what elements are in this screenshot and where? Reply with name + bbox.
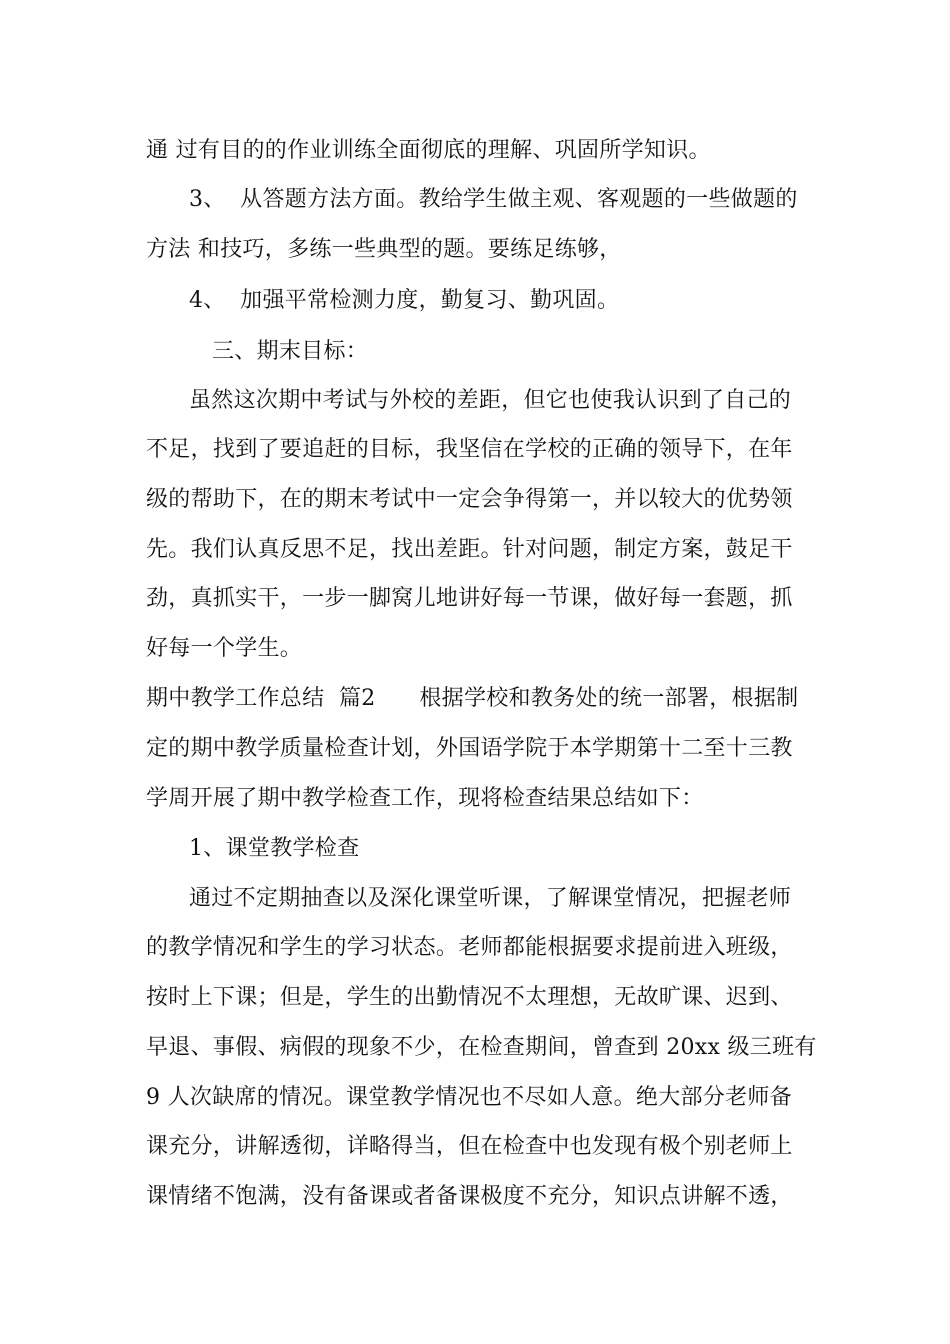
paragraph-line: 方法 和技巧，多练一些典型的题。要练足练够， <box>146 237 622 262</box>
list-item-3: 3、 从答题方法方面。教给学生做主观、客观题的一些做题的 <box>189 187 798 212</box>
paragraph-line: 按时上下课；但是，学生的出勤情况不太理想，无故旷课、迟到、 <box>146 985 793 1010</box>
paragraph-line: 9 人次缺席的情况。课堂教学情况也不尽如人意。绝大部分老师备 <box>146 1085 792 1110</box>
paragraph-line: 不足，找到了要追赶的目标，我坚信在学校的正确的领导下，在年 <box>146 437 793 462</box>
section-heading: 三、期末目标： <box>212 339 369 364</box>
subsection-heading: 1、课堂教学检查 <box>189 836 360 861</box>
paragraph-line: 级的帮助下，在的期末考试中一定会争得第一，并以较大的优势领 <box>146 487 793 512</box>
paragraph-line: 课充分，讲解透彻，详略得当，但在检查中也发现有极个别老师上 <box>146 1134 793 1159</box>
paragraph-line: 好每一个学生。 <box>146 636 303 661</box>
paragraph-line: 通 过有目的的作业训练全面彻底的理解、巩固所学知识。 <box>146 138 711 163</box>
article-title-line: 期中教学工作总结 篇2 根据学校和教务处的统一部署，根据制 <box>146 686 799 711</box>
paragraph-line: 的教学情况和学生的学习状态。老师都能根据要求提前进入班级， <box>146 935 793 960</box>
paragraph-line: 定的期中教学质量检查计划，外国语学院于本学期第十二至十三教 <box>146 736 793 761</box>
list-item-4: 4、 加强平常检测力度，勤复习、勤巩固。 <box>189 288 620 313</box>
paragraph-line: 课情绪不饱满，没有备课或者备课极度不充分，知识点讲解不透， <box>146 1184 793 1209</box>
paragraph-line: 先。我们认真反思不足，找出差距。针对问题，制定方案，鼓足干 <box>146 537 793 562</box>
paragraph-line: 学周开展了期中教学检查工作，现将检查结果总结如下： <box>146 786 704 811</box>
paragraph-line: 通过不定期抽查以及深化课堂听课，了解课堂情况，把握老师 <box>189 886 792 911</box>
paragraph-line: 早退、事假、病假的现象不少，在检查期间，曾查到 20xx 级三班有 <box>146 1035 817 1060</box>
paragraph-line: 虽然这次期中考试与外校的差距，但它也使我认识到了自己的 <box>189 388 792 413</box>
paragraph-line: 劲，真抓实干，一步一脚窝儿地讲好每一节课，做好每一套题，抓 <box>146 586 793 611</box>
